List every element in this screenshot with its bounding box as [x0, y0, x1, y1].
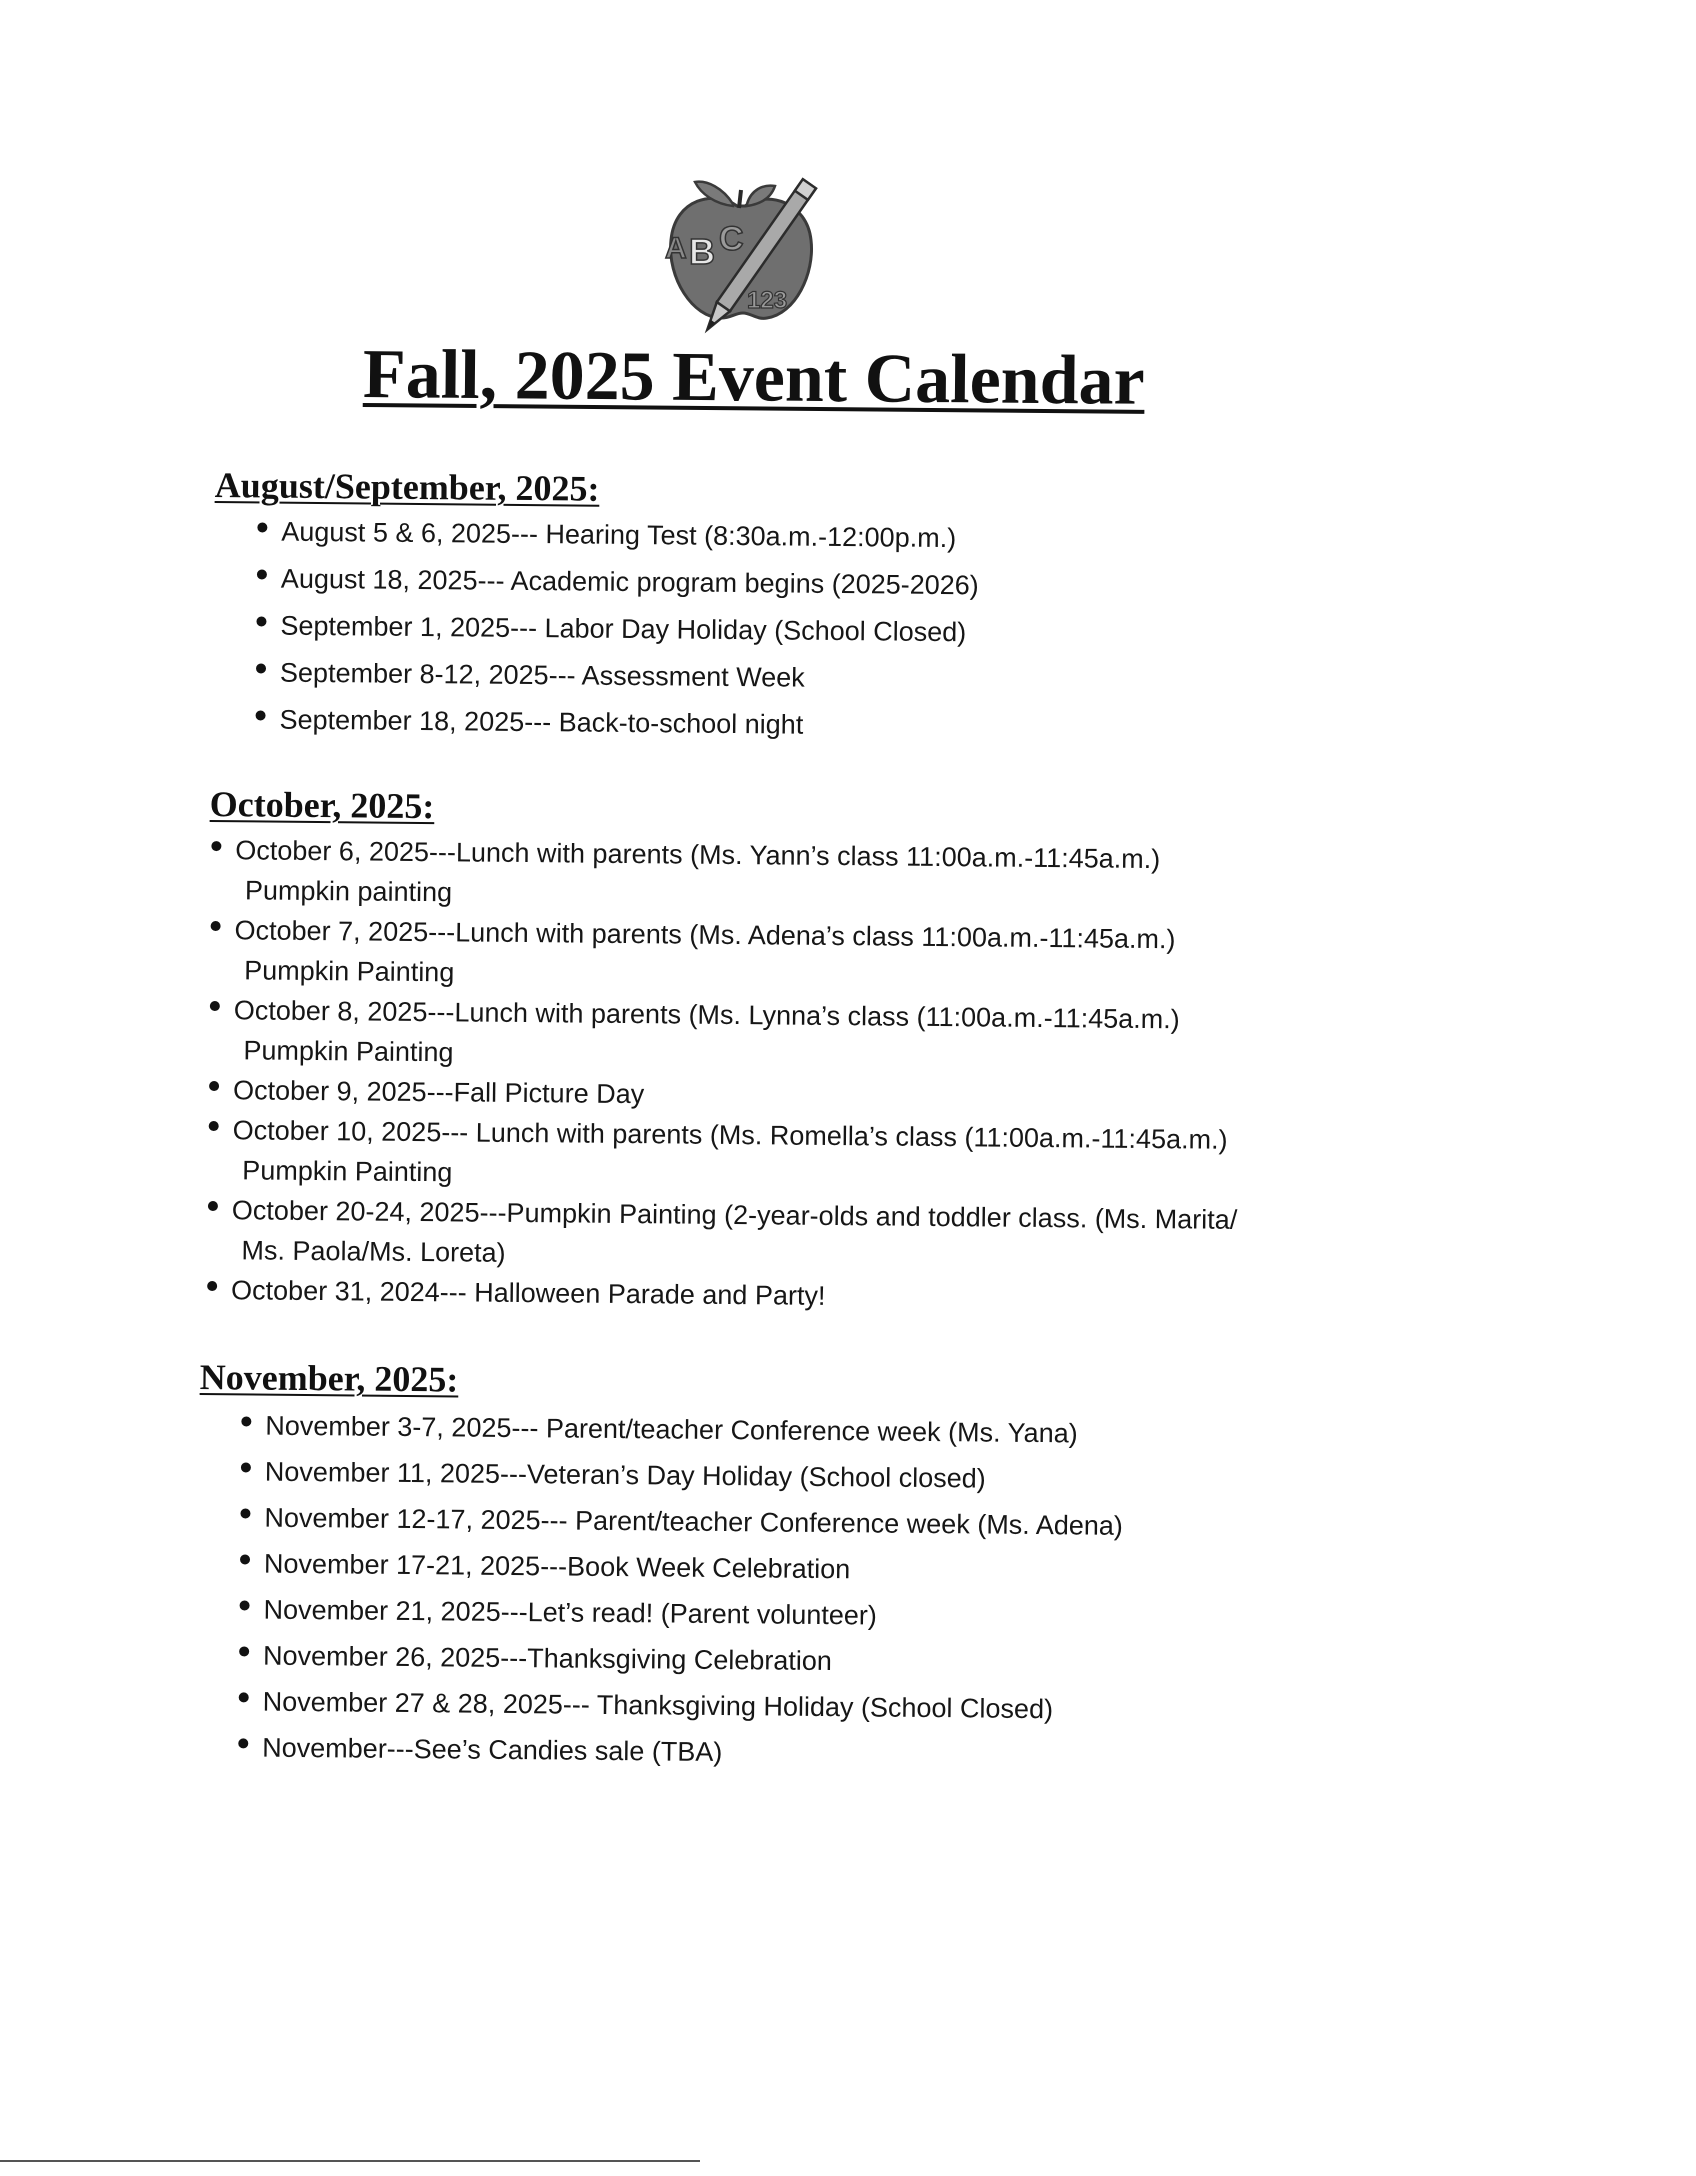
bullet-icon [207, 1281, 217, 1291]
event-subtext: Pumpkin Painting [242, 1155, 453, 1188]
event-text: November 12-17, 2025--- Parent/teacher Conference week (Ms. Adena) [264, 1502, 1123, 1541]
svg-text:C: C [719, 220, 744, 258]
scan-edge-line [0, 2160, 700, 2162]
section-heading: August/September, 2025: [214, 464, 600, 509]
event-text: August 5 & 6, 2025--- Hearing Test (8:30a.m.-12:00p.m.) [281, 516, 957, 554]
event-text: October 31, 2024--- Halloween Parade and Party! [230, 1275, 826, 1311]
event-text: November 3-7, 2025--- Parent/teacher Conference week (Ms. Yana) [265, 1410, 1078, 1449]
bullet-icon [208, 1201, 218, 1211]
event-text: October 8, 2025---Lunch with parents (Ms. Lynna’s class (11:00a.m.-11:45a.m.) [233, 995, 1180, 1035]
event-item [263, 1636, 1122, 1690]
bullet-icon [211, 841, 221, 851]
event-item [232, 1110, 1238, 1200]
event-item [263, 1590, 1122, 1644]
event-text: August 18, 2025--- Academic program begins (2025-2026) [280, 563, 979, 601]
bullet-icon [240, 1508, 250, 1518]
event-item [233, 990, 1239, 1080]
bullet-icon [211, 921, 221, 931]
page-title: Fall, 2025 Event Calendar [362, 336, 1145, 420]
event-item [265, 1406, 1124, 1460]
event-text: November 17-21, 2025---Book Week Celebration [263, 1548, 851, 1585]
bullet-icon [210, 1001, 220, 1011]
event-text: October 10, 2025--- Lunch with parents (Ms. Romella’s class (11:00a.m.-11:45a.m.) [232, 1115, 1228, 1155]
section-august-september [212, 463, 980, 753]
bullet-icon [241, 1462, 251, 1472]
bullet-icon [256, 710, 266, 720]
event-text: September 8-12, 2025--- Assessment Week [279, 657, 805, 693]
event-item [235, 830, 1241, 920]
bullet-icon [209, 1081, 219, 1091]
event-item [281, 559, 979, 613]
bullet-icon [241, 1416, 251, 1426]
event-text: November 21, 2025---Let’s read! (Parent volunteer) [263, 1594, 878, 1631]
event-item [265, 1452, 1124, 1506]
event-subtext: Pumpkin Painting [244, 955, 455, 988]
event-subtext: Pumpkin Painting [243, 1035, 454, 1068]
bullet-icon [256, 663, 266, 673]
section-heading: October, 2025: [209, 783, 435, 827]
bullet-icon [239, 1692, 249, 1702]
event-item [280, 653, 978, 707]
event-list [279, 512, 979, 754]
event-list [262, 1406, 1124, 1782]
event-text: September 18, 2025--- Back-to-school night [279, 704, 804, 740]
event-text: November---See’s Candies sale (TBA) [262, 1732, 723, 1768]
apple-pencil-logo [655, 168, 825, 348]
bullet-icon [240, 1600, 250, 1610]
event-text: October 7, 2025---Lunch with parents (Ms. Adena’s class 11:00a.m.-11:45a.m.) [234, 915, 1176, 955]
event-item [262, 1728, 1121, 1782]
event-text: November 26, 2025---Thanksgiving Celebration [262, 1640, 833, 1677]
event-list [231, 830, 1241, 1320]
svg-text:A: A [665, 232, 687, 265]
section-november [196, 1355, 1124, 1782]
svg-text:B: B [689, 231, 715, 272]
event-subtext: Ms. Paola/Ms. Loreta) [241, 1235, 506, 1268]
bullet-icon [257, 569, 267, 579]
event-text: October 9, 2025---Fall Picture Day [232, 1075, 645, 1110]
event-item [280, 606, 978, 660]
event-text: October 20-24, 2025---Pumpkin Painting (2-year-olds and toddler class. (Ms. Marita/ [231, 1195, 1238, 1235]
bullet-icon [257, 522, 267, 532]
event-item [262, 1682, 1121, 1736]
event-item [281, 512, 979, 566]
bullet-icon [256, 616, 266, 626]
bullet-icon [240, 1554, 250, 1564]
apple-pencil-icon [655, 168, 825, 348]
section-october [205, 782, 1241, 1320]
event-item [264, 1544, 1123, 1598]
event-item [279, 700, 977, 754]
event-text: November 11, 2025---Veteran’s Day Holiday (School closed) [264, 1456, 986, 1494]
event-item [264, 1498, 1123, 1552]
event-item [231, 1190, 1237, 1280]
event-item [234, 910, 1240, 1000]
section-heading: November, 2025: [199, 1356, 459, 1400]
svg-text:123: 123 [747, 287, 788, 314]
event-text: November 27 & 28, 2025--- Thanksgiving Holiday (School Closed) [262, 1686, 1054, 1725]
event-subtext: Pumpkin painting [244, 875, 453, 908]
event-text: September 1, 2025--- Labor Day Holiday (School Closed) [280, 610, 967, 648]
bullet-icon [238, 1738, 248, 1748]
event-item [231, 1270, 1237, 1320]
event-text: October 6, 2025---Lunch with parents (Ms. Yann’s class 11:00a.m.-11:45a.m.) [235, 835, 1161, 875]
bullet-icon [209, 1121, 219, 1131]
bullet-icon [239, 1646, 249, 1656]
